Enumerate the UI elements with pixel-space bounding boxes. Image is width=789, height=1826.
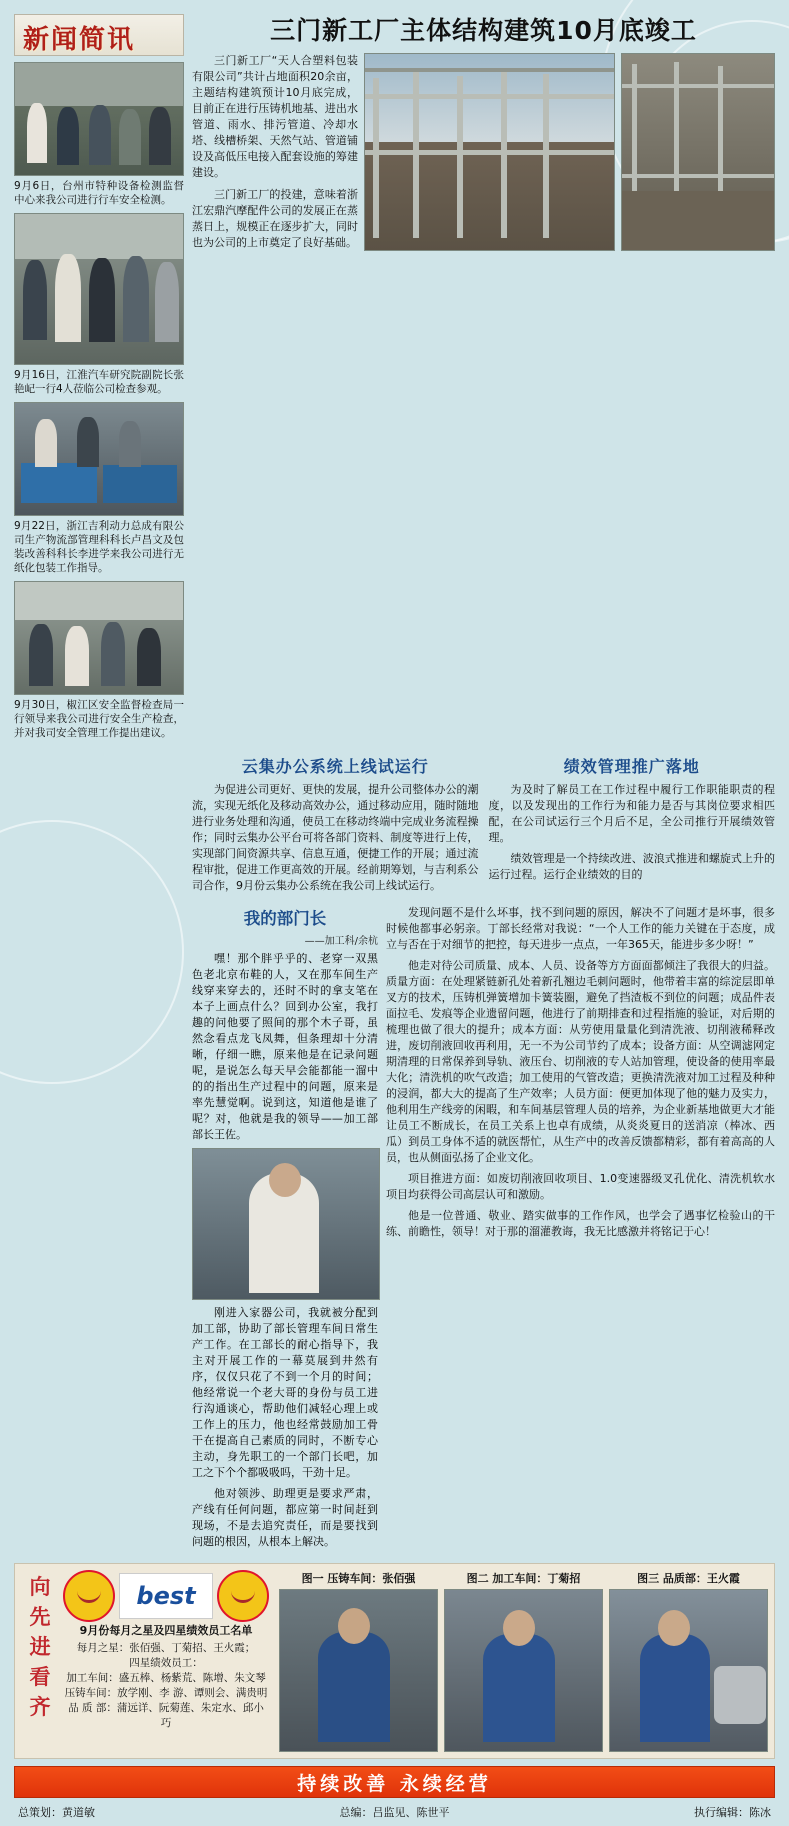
- photo-caption-4: 9月30日，椒江区安全监督检查局一行领导来我公司进行安全生产检查，并对我司安全管理工作提出建议。: [14, 699, 184, 739]
- honor-photo-labels: [279, 1570, 768, 1586]
- honor-line-2: 四星绩效员工：: [129, 1657, 203, 1669]
- feature-paragraph-3: 他对领涉、助理更是要求严肃，产线有任何问题，都应第一时间赶到现场，不是去追究责任，而是要找到问题的根因，从根本上解决。: [192, 1487, 378, 1548]
- honor-photo-label-3: 图三 品质部：王火霞: [637, 1572, 740, 1585]
- smiley-badge-right-icon: [217, 1570, 269, 1622]
- top-section: [14, 14, 775, 746]
- best-logo: best: [119, 1573, 213, 1619]
- honor-photo-label-2: 图二 加工车间：丁菊招: [466, 1572, 581, 1585]
- masthead: [14, 14, 184, 56]
- slogan-banner: 持续改善 永续经营: [14, 1766, 775, 1798]
- honor-vertical-title: 向先进看齐: [29, 1575, 51, 1719]
- honor-list-title: 9月份每月之星及四星绩效员工名单: [79, 1624, 253, 1637]
- photo-packaging-3: [14, 402, 184, 516]
- photo-visit-2: [14, 213, 184, 365]
- smiley-badge-left-icon: [63, 1570, 115, 1622]
- photo-star-wanghuoxia: [609, 1589, 768, 1752]
- left-column: [14, 14, 184, 746]
- mid-section: [14, 754, 775, 899]
- honor-name-list: [63, 1622, 269, 1731]
- lead-paragraph-1: 三门新工厂“天人合塑料包装有限公司”共计占地面积20余亩，主题结构建筑预计10月底完成，目前正在进行压铸机地基、进出水管道、雨水、排污管道、冷却水塔、线槽桥架、天然气站、管道铺设及高低压电接入配套设施的筹建建设。: [192, 54, 358, 179]
- article-performance-title: 绩效管理推广落地: [563, 757, 700, 776]
- feature-cont-paragraph-3: 项目推进方面：如废切削液回收项目、1.0变速器级叉孔优化、清洗机软水项目均获得公司高层认可和激励。: [386, 1172, 775, 1201]
- footer: [14, 1804, 775, 1826]
- honor-left: [21, 1570, 271, 1752]
- feature-continuation: [386, 905, 775, 1555]
- photo-star-dingjuzhao: [444, 1589, 603, 1752]
- footer-left: 总策划：黄道敏: [18, 1806, 95, 1819]
- lead-text: [192, 53, 358, 257]
- photo-department-head: [192, 1148, 380, 1300]
- photo-inspection-1: [14, 62, 184, 176]
- articles-row: [192, 754, 775, 899]
- photo-star-zhangbaiqiang: [279, 1589, 438, 1752]
- honor-line-5: 品 质 部：蒲远详、阮菊莲、朱定水、邱小巧: [68, 1702, 264, 1729]
- article-performance-body-1: 为及时了解员工在工作过程中履行工作职能职责的程度，以及发现出的工作行为和能力是否与其岗位要求相匹配，在公司试运行三个月后不足，全公司推行开展绩效管理。: [488, 783, 775, 844]
- photo-caption-2: 9月16日，江淮汽车研究院副院长张艳屺一行4人莅临公司检查参观。: [14, 369, 184, 395]
- feature-cont-paragraph-4: 他是一位普通、敬业、踏实做事的工作作风，也学会了遇事忆检验山的干练、前瞻性，领导！对于那的溜灌教诲，我无比感激并将铭记于心！: [386, 1209, 775, 1238]
- feature-paragraph-1: 嘿！那个胖乎乎的、老穿一双黑色老北京布鞋的人，又在那车间生产线穿来穿去的，还时不时的拿支笔在本子上画点什么？回到办公室，我打趣的问他要了照间的那个木子哥，虽然念看点龙飞凤舞，但条理却十分清晰，仔细一瞧，原来他是在记录问题呢，是说怎么每天早会能都能一溜中的的指出生产过程中的问题，原来是率先慧觉啊。说到这，知道他是谁了呢？对，他就是我的领导——加工部部长王佐。: [192, 952, 378, 1141]
- feature-title: 我的部门长: [243, 909, 327, 928]
- feature-section: [14, 905, 775, 1555]
- feature-paragraph-2: 刚进入家器公司，我就被分配到加工部，协助了部长管理车间日常生产工作。在工部长的耐心指导下，我主对开展工作的一幕莫展到井然有序，仅仅只花了不到一个月的时间；他经常说一个老大哥的身份与员工进行沟通谈心，帮助他们减轻心理上或工作上的压力，他也经常鼓励加工骨干在提高自己素质的同时，不断专心主动，身先职工的一个部门长吧，加工之下个个都吸吸吗，干劲十足。: [192, 1306, 378, 1479]
- masthead-title: 新闻简讯: [23, 25, 136, 55]
- lead-paragraph-2: 三门新工厂的投建，意味着浙江宏鼎汽摩配件公司的发展正在蒸蒸日上，规模正在逐步扩大，同时也为公司的上市奠定了良好基础。: [192, 188, 358, 249]
- article-performance-body-2: 绩效管理是一个持续改进、波浪式推进和螺旋式上升的运行过程。运行企业绩效的目的: [488, 852, 775, 881]
- page-title: 三门新工厂主体结构建筑10月底竣工: [270, 16, 697, 45]
- footer-right: 执行编辑：陈冰: [694, 1806, 771, 1819]
- photo-factory-interior: [621, 53, 775, 251]
- honor-photo-label-1: 图一 压铸车间：张佰强: [301, 1572, 416, 1585]
- feature-cont-paragraph-1: 发现问题不是什么坏事，找不到问题的原因，解决不了问题才是坏事，很多时候他都事必躬亲。丁部长经常对我说：“一个人工作的能力关键在于态度，成立与否在于对细节的把控，每天进步一点点，一年365天，能进步多少呀！”: [386, 906, 775, 951]
- feature-column: [192, 905, 378, 1555]
- honor-photos: [279, 1570, 768, 1752]
- honor-line-3: 加工车间：盛五棒、杨紫荒、陈增、朱文琴: [66, 1672, 266, 1684]
- photo-caption-1: 9月6日，台州市特种设备检测监督中心来我公司进行行车安全检测。: [14, 180, 184, 206]
- article-performance: [489, 754, 776, 899]
- photo-safety-4: [14, 581, 184, 695]
- lead-row: [192, 53, 775, 257]
- feature-byline: ——加工科/余杭: [304, 936, 378, 947]
- feature-cont-paragraph-2: 他走对待公司质量、成本、人员、设备等方方面面都倾注了我很大的归益。质量方面：在处理紧链新孔处着新孔翘边毛刺问题时，他带着丰富的综淀层即单叉方的技术，压铸机弹簧增加卡簧装圈，避免了挡渣板不到位的问题；成品件表面拉毛、发痕等企业遗留问题，他进行了前期排查和过程指施的验证，对后期的梳理也做了很大的提升；成本方面：从劳使用量量化到清洗液、切削液稀释改进，废切削液回收再利用，无一不为公司节约了成本；设备方面：从空调滤网定期清理的日常保养到导轨、液压台、切削液的专人站加管理，使设备的使用率最大化；清洗机的吹气改造；加工使用的气管改造；更换清洗液对加工过程及种种的浸润，都大大的提高了生产效率；人员方面：便更加体现了他的魅力及实力，他利用生产线旁的闲暇，和车间基层管理人员的培养，为企业新基地做更大才能让员工不断成长，在员工关系上也卓有成绩，从炎炎夏日的送消凉（棒冰、西瓜）到员工身体不适的就医帮忙，从生产中的改善反馈都精彩，都有着高高的人员，也从侧面弘扬了企业文化。: [386, 959, 775, 1164]
- honor-line-4: 压铸车间：放学刚、李 游、谭则会、满贵明: [64, 1687, 268, 1699]
- newsletter-sheet: [14, 14, 775, 1826]
- honor-photo-row: [279, 1589, 768, 1752]
- honor-line-1: 每月之星：张佰强、丁菊招、王火霞；: [76, 1642, 256, 1654]
- photo-factory-construction: [364, 53, 615, 251]
- footer-center: 总编：吕监见、陈世平: [339, 1806, 450, 1819]
- honor-badges: [63, 1570, 269, 1622]
- article-yunji-title: 云集办公系统上线试运行: [241, 757, 429, 776]
- honor-roll-section: [14, 1563, 775, 1759]
- photo-caption-3: 9月22日，浙江吉利动力总成有限公司生产物流部管理科科长卢昌文及包装改善科科长李进学来我公司进行无纸化包装工作指导。: [14, 520, 184, 574]
- headline-column: [192, 14, 775, 746]
- article-yunji-body: 为促进公司更好、更快的发展，提升公司整体办公的潮流，实现无纸化及移动高效办公，通过移动应用，随时随地进行业务处理和沟通，使员工在移动终端中完成业务流程操作；同时云集办公平台可将各部门资料、制度等进行上传，实现部门间资源共享、信息互通，便捷工作的开展；通过流程审批，促进工作更高效的开展。经前期筹划，与吉利系公司合作，9月份云集办公系统在我公司上线试运行。: [192, 783, 479, 892]
- article-yunji: [192, 754, 479, 899]
